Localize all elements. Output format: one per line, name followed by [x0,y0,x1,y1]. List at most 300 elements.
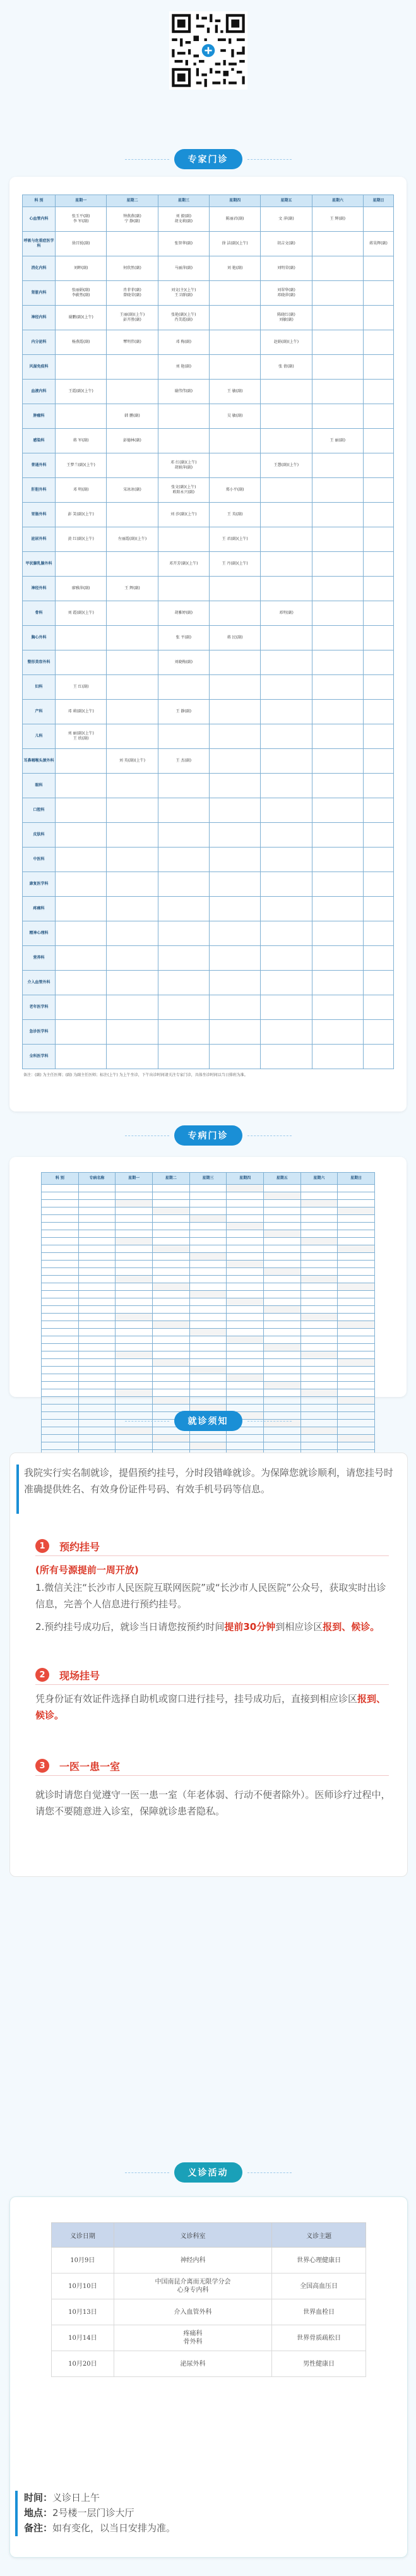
specialty-cell [78,1442,116,1450]
doctor-cell [364,355,394,380]
doctor-cell [312,971,363,995]
doctor-cell: 谢伟伟(副) [158,380,209,404]
specialty-cell [116,1359,153,1367]
specialty-cell [42,1207,79,1215]
specialty-cell [227,1382,264,1389]
doctor-cell [261,700,312,724]
specialty-cell [338,1298,375,1306]
doctor-cell [364,724,394,749]
department-cell: 内分泌科 [23,330,56,355]
department-cell: 精神心理科 [23,921,56,946]
doctor-cell [364,626,394,650]
expert-schedule-card [9,177,407,1111]
table-row [23,601,394,626]
table-row [42,1321,375,1329]
specialty-cell [42,1382,79,1389]
doctor-cell [261,552,312,577]
specialty-cell [300,1230,338,1238]
doctor-cell [56,823,107,848]
specialty-cell [116,1215,153,1223]
activity-time [24,2490,175,2505]
specialty-cell [78,1420,116,1427]
specialty-cell [152,1230,189,1238]
doctor-cell: 张玉平(副) 李 军(副) [56,207,107,232]
specialty-cell [42,1420,79,1427]
notice-card [9,1453,408,1877]
specialty-cell [338,1374,375,1382]
doctor-cell: 王 丽(副) [312,429,363,453]
table-row [52,2273,366,2299]
table-row [42,1367,375,1374]
specialty-cell [78,1374,116,1382]
specialty-cell [189,1397,227,1405]
doctor-cell [364,404,394,429]
doctor-cell [261,527,312,552]
doctor-cell [209,355,260,380]
doctor-cell [261,848,312,872]
doctor-cell: 王梦兰(副)(上午) [56,453,107,478]
doctor-cell [261,650,312,675]
specialty-cell [300,1200,338,1207]
doctor-cell: 刘明荣(副) [261,256,312,281]
specialty-cell [300,1351,338,1359]
doctor-cell [209,330,260,355]
doctor-cell [56,995,107,1020]
specialty-cell [227,1359,264,1367]
specialty-cell [152,1344,189,1351]
specialty-table-header [42,1173,375,1185]
specialty-cell [263,1336,300,1344]
table-row [23,675,394,700]
activity-header-cell: 义诊科室 [114,2223,272,2248]
activity-info [24,2490,175,2536]
specialty-cell [42,1223,79,1230]
doctor-cell [56,749,107,774]
specialty-cell [338,1245,375,1253]
doctor-cell [158,1020,209,1045]
specialty-cell [263,1230,300,1238]
specialty-cell [189,1321,227,1329]
activity-place-label: 地点： [24,2507,53,2519]
walkin-text [35,1691,395,1723]
specialty-cell [78,1223,116,1230]
table-row [42,1306,375,1314]
specialty-cell [300,1314,338,1321]
specialty-cell [42,1283,79,1291]
specialty-cell [263,1405,300,1412]
activity-cell: 世界血栓日 [272,2299,366,2325]
specialty-cell [227,1230,264,1238]
specialty-cell [263,1382,300,1389]
specialty-cell [263,1412,300,1420]
doctor-cell: 彭 笑(副)(上午) [56,503,107,527]
specialty-cell [300,1442,338,1450]
doctor-cell: 邓 红(副)(上午) 胡娟萍(副) [158,453,209,478]
specialty-cell [227,1306,264,1314]
doctor-cell [56,626,107,650]
doctor-cell [107,700,158,724]
table-row [52,2248,366,2273]
notice-item-2-title: 现场挂号 [59,1669,100,1682]
doctor-cell: 张智华(副) [158,232,209,256]
department-cell: 感染科 [23,429,56,453]
specialty-cell [189,1261,227,1268]
doctor-cell [158,577,209,601]
specialty-cell [116,1397,153,1405]
doctor-cell: 刘晓梅(副) [158,650,209,675]
doctor-cell [261,971,312,995]
specialty-header-cell: 星期三 [189,1173,227,1185]
specialty-cell [116,1298,153,1306]
doctor-cell [312,281,363,306]
department-cell: 胃肠外科 [23,503,56,527]
doctor-cell [312,823,363,848]
specialty-cell [227,1367,264,1374]
specialty-cell [116,1329,153,1336]
department-cell: 口腔科 [23,798,56,823]
doctor-cell [158,404,209,429]
table-row [23,798,394,823]
table-row [23,724,394,749]
specialty-cell [263,1298,300,1306]
specialty-cell [300,1435,338,1442]
walkin-text-a: 凭身份证有效证件选择自助机或窗口进行挂号，挂号成功后，直接到相应诊区 [35,1693,358,1704]
specialty-cell [263,1367,300,1374]
doctor-cell: 刘 丽(副)(上午) 王 欣(副) [56,724,107,749]
doctor-cell [209,724,260,749]
doctor-cell [209,601,260,626]
doctor-cell: 宋冰冰(副) [107,478,158,503]
specialty-header-cell: 星期一 [116,1173,153,1185]
specialty-cell [227,1329,264,1336]
doctor-cell: 刘 艳(副) [158,355,209,380]
specialty-cell [78,1230,116,1238]
doctor-cell [107,232,158,256]
specialty-cell [338,1314,375,1321]
expert-header-cell: 星期二 [107,195,158,207]
table-row [23,848,394,872]
specialty-cell [300,1344,338,1351]
doctor-cell [56,1020,107,1045]
doctor-cell [107,601,158,626]
specialty-cell [227,1435,264,1442]
specialty-cell [189,1230,227,1238]
doctor-cell: 王 红(副) [56,675,107,700]
specialty-cell [116,1283,153,1291]
doctor-cell [261,995,312,1020]
doctor-cell [107,380,158,404]
specialty-cell [152,1382,189,1389]
specialty-cell [116,1389,153,1397]
specialty-cell [338,1427,375,1435]
specialty-cell [300,1215,338,1223]
specialty-cell [263,1283,300,1291]
specialty-cell [78,1314,116,1321]
specialty-cell [78,1283,116,1291]
specialty-cell [189,1185,227,1192]
doctor-cell [158,675,209,700]
doctor-cell: 王 静(副) [158,700,209,724]
specialty-cell [78,1261,116,1268]
specialty-cell [338,1420,375,1427]
doctor-cell [107,823,158,848]
doctor-cell: 钟燕燕(副) 宁 静(副) [107,207,158,232]
specialty-cell [78,1367,116,1374]
table-row [42,1344,375,1351]
specialty-cell [338,1283,375,1291]
specialty-cell [152,1329,189,1336]
doctor-cell [107,848,158,872]
doctor-cell [364,675,394,700]
specialty-cell [78,1397,116,1405]
specialty-cell [42,1389,79,1397]
specialty-cell [116,1291,153,1298]
specialty-cell [42,1291,79,1298]
table-row [23,527,394,552]
doctor-cell [56,552,107,577]
department-cell: 介入血管外科 [23,971,56,995]
qr-code-icon [169,11,247,90]
doctor-cell [209,872,260,897]
doctor-cell [107,675,158,700]
specialty-cell [263,1442,300,1450]
table-row [42,1207,375,1215]
department-cell: 胸心外科 [23,626,56,650]
specialty-schedule-card [9,1157,407,1397]
doctor-cell [364,872,394,897]
specialty-cell [42,1230,79,1238]
specialty-cell [152,1351,189,1359]
specialty-cell [338,1268,375,1276]
specialty-cell [78,1245,116,1253]
doctor-cell [364,256,394,281]
department-cell: 耳鼻咽喉头颈外科 [23,749,56,774]
specialty-cell [300,1238,338,1245]
specialty-cell [78,1298,116,1306]
table-row [23,749,394,774]
specialty-cell [227,1283,264,1291]
specialty-cell [78,1238,116,1245]
table-row [42,1283,375,1291]
specialty-cell [116,1382,153,1389]
activity-table [51,2222,366,2377]
doctor-cell: 王 丹(副)(上午) [209,552,260,577]
department-cell: 骨科 [23,601,56,626]
specialty-cell [300,1420,338,1427]
doctor-cell [209,971,260,995]
qr-code [169,11,247,90]
department-cell: 皮肤科 [23,823,56,848]
department-cell: 呼吸与危重症医学科 [23,232,56,256]
specialty-cell [263,1306,300,1314]
department-cell: 神经外科 [23,577,56,601]
doctor-cell [107,453,158,478]
activity-remark-label: 备注： [24,2522,53,2534]
specialty-cell [116,1200,153,1207]
specialty-cell [152,1374,189,1382]
specialty-cell [338,1336,375,1344]
doctor-cell [364,798,394,823]
specialty-cell [42,1435,79,1442]
specialty-cell [227,1253,264,1261]
doctor-cell: 马丽萍(副) [158,256,209,281]
booking-step-2-d: 报到、候诊。 [323,1621,380,1632]
table-row [23,577,394,601]
department-cell: 眼科 [23,774,56,798]
booking-step-2-c: 到相应诊区 [275,1621,323,1632]
department-cell: 肾脏内科 [23,281,56,306]
doctor-cell [56,1045,107,1069]
doctor-cell [364,971,394,995]
doctor-cell: 吴 敏(副) [209,404,260,429]
expert-header-cell: 星期四 [209,195,260,207]
doctor-cell [364,848,394,872]
doctor-cell [312,798,363,823]
section-title-notice: 就诊须知 [174,1411,242,1431]
doctor-cell [261,749,312,774]
specialty-cell [263,1321,300,1329]
specialty-cell [300,1192,338,1200]
specialty-cell [338,1382,375,1389]
specialty-cell [42,1192,79,1200]
doctor-cell [107,921,158,946]
specialty-cell [338,1367,375,1374]
doctor-cell [312,577,363,601]
specialty-cell [227,1298,264,1306]
specialty-cell [78,1329,116,1336]
specialty-cell [152,1245,189,1253]
specialty-cell [116,1207,153,1215]
specialty-cell [116,1185,153,1192]
section-title-specialty: 专病门诊 [174,1125,242,1146]
specialty-cell [116,1344,153,1351]
specialty-cell [152,1238,189,1245]
table-row [52,2299,366,2325]
doctor-cell: 王 辉(副) [312,207,363,232]
specialty-cell [300,1397,338,1405]
table-row [23,552,394,577]
doctor-cell [312,749,363,774]
doctor-cell: 王 君(副)(上午) [209,527,260,552]
doctor-cell [261,675,312,700]
doctor-cell [312,1045,363,1069]
activity-card [9,2196,408,2558]
table-row [23,774,394,798]
doctor-cell: 徐 洁(副)(上午) [209,232,260,256]
notice-accent-bar [16,1465,19,1514]
table-row [42,1200,375,1207]
specialty-cell [227,1442,264,1450]
specialty-cell [227,1276,264,1283]
doctor-cell [56,897,107,921]
specialty-cell [152,1314,189,1321]
specialty-cell [42,1276,79,1283]
specialty-cell [42,1185,79,1192]
doctor-cell: 邓 明(副) [56,478,107,503]
table-row [23,355,394,380]
specialty-cell [116,1268,153,1276]
specialty-cell [78,1215,116,1223]
specialty-cell [42,1200,79,1207]
specialty-header-cell: 星期六 [300,1173,338,1185]
specialty-header-cell: 星期五 [263,1173,300,1185]
specialty-cell [189,1314,227,1321]
notice-item-3-title: 一医一患一室 [59,1760,121,1773]
specialty-cell [78,1336,116,1344]
specialty-cell [263,1329,300,1336]
specialty-cell [338,1276,375,1283]
table-row [42,1230,375,1238]
notice-item-2-number: 2 [35,1668,49,1682]
specialty-cell [116,1351,153,1359]
doctor-cell: 陈晓红(副) 刘敏(副) [261,306,312,330]
section-title-expert: 专家门诊 [174,149,242,169]
specialty-cell [116,1238,153,1245]
doctor-cell: 刘文(主)(上午) 王卫群(副) [158,281,209,306]
doctor-cell: 张丽娟(副) 李蔚然(副) [56,281,107,306]
specialty-cell [152,1215,189,1223]
department-cell: 中医科 [23,848,56,872]
specialty-cell [227,1389,264,1397]
specialty-cell [227,1321,264,1329]
table-row [42,1215,375,1223]
doctor-cell [56,971,107,995]
doctor-cell [312,601,363,626]
doctor-cell [364,823,394,848]
specialty-cell [227,1192,264,1200]
doctor-cell [209,700,260,724]
specialty-cell [116,1336,153,1344]
doctor-cell [261,626,312,650]
doctor-cell [107,995,158,1020]
specialty-cell [116,1405,153,1412]
activity-cell: 疼痛科 骨外科 [114,2325,272,2351]
specialty-cell [42,1261,79,1268]
specialty-cell [300,1382,338,1389]
doctor-cell [364,453,394,478]
doctor-cell [312,330,363,355]
doctor-cell [364,601,394,626]
doctor-cell [107,1045,158,1069]
specialty-cell [338,1291,375,1298]
specialty-cell [227,1238,264,1245]
specialty-cell [152,1185,189,1192]
specialty-cell [42,1329,79,1336]
doctor-cell [364,429,394,453]
specialty-cell [227,1351,264,1359]
specialty-cell [338,1200,375,1207]
doctor-cell [209,823,260,848]
doctor-cell [261,404,312,429]
doctor-cell [56,872,107,897]
expert-header-cell: 星期六 [312,195,363,207]
specialty-cell [78,1382,116,1389]
specialty-cell [116,1321,153,1329]
specialty-cell [116,1412,153,1420]
doctor-cell [312,404,363,429]
activity-remark-value: 如有变化，以当日安排为准。 [52,2522,176,2534]
department-cell: 产科 [23,700,56,724]
doctor-cell [261,1045,312,1069]
doctor-cell [209,1020,260,1045]
doctor-cell [312,380,363,404]
doctor-cell [364,1020,394,1045]
specialty-cell [338,1321,375,1329]
table-row [23,503,394,527]
doctor-cell [209,848,260,872]
expert-header-cell: 星期五 [261,195,312,207]
specialty-cell [152,1359,189,1367]
